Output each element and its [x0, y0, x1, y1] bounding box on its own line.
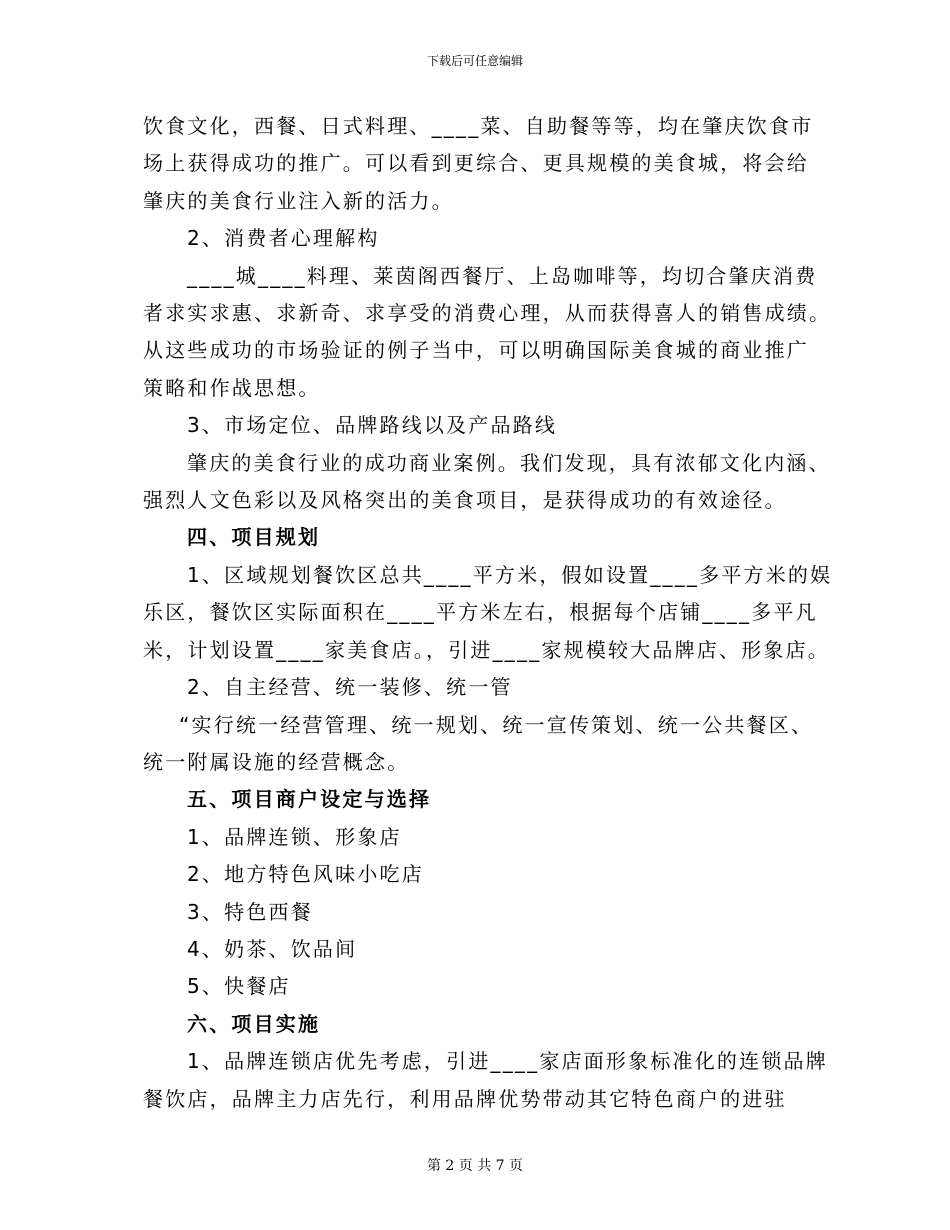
list-item: 1、品牌连锁、形象店 — [187, 824, 402, 849]
page-footer: 第 2 页 共 7 页 — [426, 1158, 524, 1174]
paragraph-line: 统一附属设施的经营概念。 — [143, 749, 410, 774]
paragraph-line: 肇庆的美食行业注入新的活力。 — [143, 188, 454, 213]
paragraph-line: 者求实求惠、求新奇、求享受的消费心理，从而获得喜人的销售成绩。 — [143, 301, 832, 326]
section-heading: 六、项目实施 — [187, 1011, 321, 1036]
paragraph-line: 米，计划设置____家美食店。，引进____家规模较大品牌店、形象店。 — [143, 637, 830, 662]
paragraph-line: 强烈人文色彩以及风格突出的美食项目，是获得成功的有效途径。 — [143, 488, 787, 513]
list-item: 3、特色西餐 — [187, 899, 313, 924]
subheading: 2、自主经营、统一装修、统一管 — [187, 675, 513, 700]
subheading: 2、消费者心理解构 — [187, 226, 380, 251]
paragraph-line: 1、区域规划餐饮区总共____平方米，假如设置____多平方米的娱 — [187, 562, 833, 587]
paragraph-line: 从这些成功的市场验证的例子当中，可以明确国际美食城的商业推广 — [143, 338, 809, 363]
paragraph-line: ____城____料理、莱茵阁西餐厅、上岛咖啡等，均切合肇庆消费 — [187, 263, 818, 288]
page-header: 下载后可任意编辑 — [426, 54, 523, 68]
paragraph-line: 场上获得成功的推广。可以看到更综合、更具规模的美食城，将会给 — [143, 151, 809, 176]
subheading: 3、市场定位、品牌路线以及产品路线 — [187, 413, 558, 438]
paragraph-line: 1、品牌连锁店优先考虑，引进____家店面形象标准化的连锁品牌 — [187, 1049, 828, 1074]
section-heading: 四、项目规划 — [187, 525, 321, 550]
list-item: 4、奶茶、饮品间 — [187, 936, 358, 961]
paragraph-line: “实行统一经营管理、统一规划、统一宣传策划、统一公共餐区、 — [179, 712, 814, 737]
section-heading: 五、项目商户设定与选择 — [187, 787, 432, 812]
paragraph-line: 餐饮店，品牌主力店先行，利用品牌优势带动其它特色商户的进驻 — [143, 1086, 787, 1111]
paragraph-line: 饮食文化，西餐、日式料理、____菜、自助餐等等，均在肇庆饮食市 — [143, 114, 814, 138]
list-item: 2、地方特色风味小吃店 — [187, 862, 424, 887]
paragraph-line: 策略和作战思想。 — [143, 375, 321, 400]
list-item: 5、快餐店 — [187, 974, 291, 999]
paragraph-line: 肇庆的美食行业的成功商业案例。我们发现，具有浓郁文化内涵、 — [187, 450, 831, 475]
paragraph-line: 乐区，餐饮区实际面积在____平方米左右，根据每个店铺____多平凡 — [143, 600, 818, 625]
document-body — [143, 108, 833, 1118]
